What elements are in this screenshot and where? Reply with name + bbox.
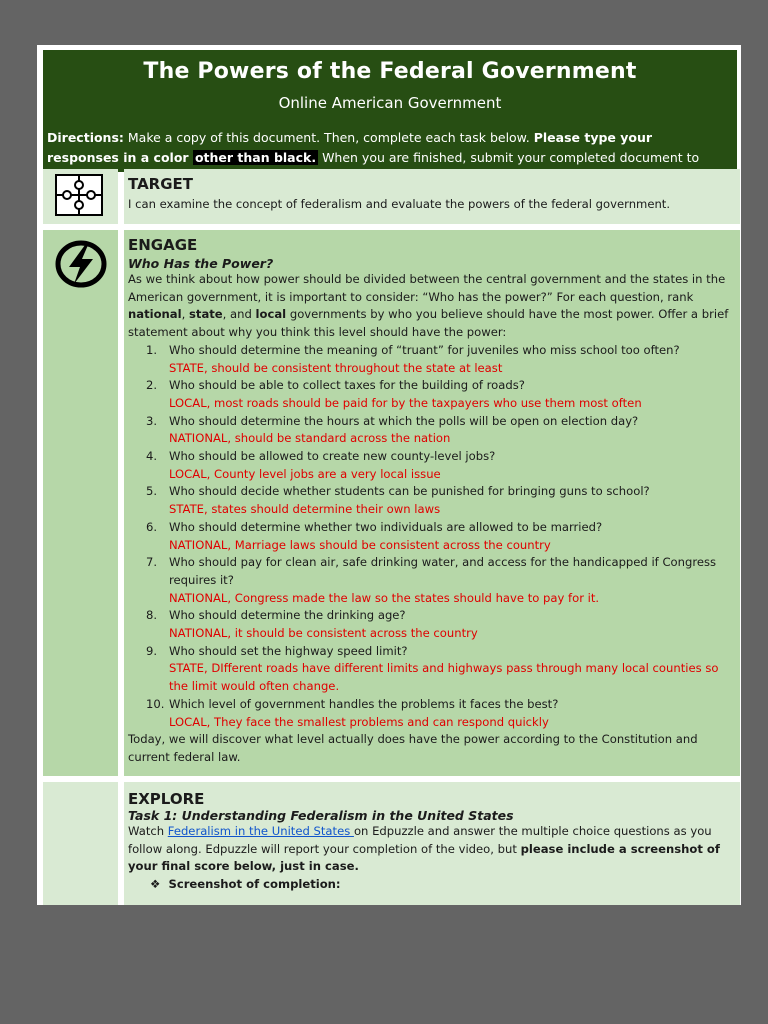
intro-local: local [255,307,287,322]
bullet-icon: ❖ [150,877,161,892]
explore-content [124,782,740,905]
question-item [124,696,730,731]
question-text: Who should decide whether students can be punished for bringing guns to school? [169,484,650,499]
target-icon-cell [43,169,118,224]
question-text: Who should determine the meaning of “truant” for juveniles who miss school too often? [169,342,680,357]
question-number: 5. [146,484,158,499]
question-item [124,448,730,483]
explore-icon-cell [43,782,118,905]
question-number: 4. [146,449,158,464]
document-header [43,50,737,172]
answer-text[interactable]: STATE, should be consistent throughout the state at least [169,360,503,375]
explore-title: EXPLORE [128,790,205,808]
page-title: The Powers of the Federal Government [143,59,637,84]
intro-national: national [128,307,182,322]
engage-title: ENGAGE [128,236,198,254]
question-text: Who should set the highway speed limit? [169,643,408,658]
question-item [124,377,730,412]
directions-bold: Please type your responses in a color [47,130,653,165]
engage-subtitle: Who Has the Power? [128,256,274,271]
explore-task: Task 1: Understanding Federalism in the United States [128,808,514,823]
question-number: 3. [146,413,158,428]
lightning-icon [55,240,107,288]
directions-text-end: When you are finished, submit your completed document to [322,150,700,165]
screenshot-label: Screenshot of completion: [168,877,341,892]
engage-icon-cell [43,230,118,776]
question-item [124,483,730,518]
explore-text-body: on Edpuzzle and answer the multiple choice questions as you follow along. Edpuzzle will report your completion of the video, but [128,824,712,856]
directions-text: Make a copy of this document. Then, complete each task below. [123,130,534,145]
answer-text[interactable]: NATIONAL, should be standard across the nation [169,431,451,446]
question-text: Who should pay for clean air, safe drinking water, and access for the handicapped if Congress requires it? [169,555,717,587]
question-item [124,413,730,448]
engage-content [124,230,740,776]
target-text: I can examine the concept of federalism and evaluate the powers of the federal government. [128,197,671,211]
explore-text [128,823,730,876]
question-item [124,643,730,696]
answer-text[interactable]: STATE, states should determine their own laws [169,502,441,517]
explore-bold: please include a screenshot of your final score below, just in case. [128,841,720,874]
engage-outro: Today, we will discover what level actually does have the power according to the Constitution and current federal law. [128,732,698,764]
directions-label: Directions: [47,130,124,145]
directions-highlight: other than black. [194,150,317,165]
intro-and: , and [222,307,256,322]
answer-text[interactable]: LOCAL, County level jobs are a very local issue [169,466,441,481]
question-number: 9. [146,643,158,658]
question-item [124,554,730,607]
engage-intro [128,271,730,342]
question-item [124,607,730,642]
question-text: Who should determine the hours at which the polls will be open on election day? [169,413,639,428]
intro-comma: , [181,307,189,322]
question-text: Who should be able to collect taxes for the building of roads? [169,378,525,393]
question-text: Which level of government handles the problems it faces the best? [169,696,559,711]
intro-state: state [189,307,223,322]
document-page [37,45,741,905]
question-list [124,342,740,731]
answer-text[interactable]: LOCAL, most roads should be paid for by the taxpayers who use them most often [169,395,642,410]
answer-text[interactable]: STATE, DIfferent roads have different limits and highways pass through many local counties so the limit would often change. [169,661,719,694]
question-text: Who should be allowed to create new county-level jobs? [169,449,496,464]
question-number: 1. [146,342,158,357]
question-number: 10. [146,696,165,711]
engage-row [43,230,740,776]
question-number: 8. [146,608,158,623]
explore-row [43,782,740,905]
screenshot-item [128,876,730,894]
answer-text[interactable]: NATIONAL, Marriage laws should be consistent across the country [169,537,551,552]
question-text: Who should determine the drinking age? [169,608,406,623]
answer-text[interactable]: NATIONAL, it should be consistent across the country [169,626,478,641]
puzzle-icon [55,174,103,216]
target-content [124,169,740,224]
target-title: TARGET [128,175,194,193]
question-text: Who should determine whether two individuals are allowed to be married? [169,519,603,534]
question-item [124,342,730,377]
intro-text-end: governments by who you believe should have the most power. Offer a brief statement about why you think this level should have the power: [128,307,729,340]
target-row [43,169,740,224]
explore-watch: Watch [128,824,168,838]
question-number: 6. [146,519,158,534]
page-subtitle: Online American Government [278,94,502,112]
answer-text[interactable]: NATIONAL, Congress made the law so the states should have to pay for it. [169,590,600,605]
question-number: 2. [146,378,158,393]
intro-text: As we think about how power should be divided between the central government and the states in the American government, it is important to consider: “Who has the power?” For each question, rank [128,272,726,304]
question-item [124,519,730,554]
answer-text[interactable]: LOCAL, They face the smallest problems and can respond quickly [169,714,549,729]
question-number: 7. [146,555,158,570]
federalism-video-link[interactable]: Federalism in the United States [167,824,354,838]
